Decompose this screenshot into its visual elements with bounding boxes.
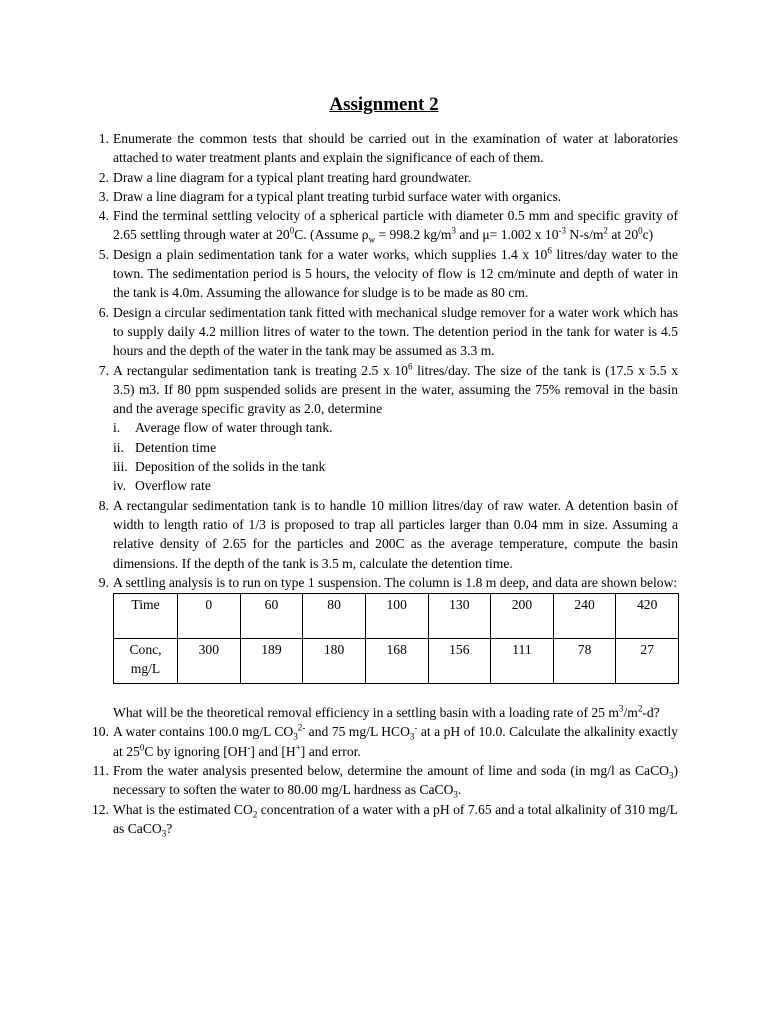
question-text: From the water analysis presented below, determine the amount of lime and soda (in mg/l as CaCO$_3$) necessary to soften the water to 80.00 mg/L hardness as CaCO$_3$. xyxy=(113,763,678,801)
table-cell: Time xyxy=(114,594,178,639)
sub-question: ii. Detention time xyxy=(113,439,217,455)
question-text: What is the estimated $CO_2$ concentration of a water with a pH of 7.65 and a total alkalinity of 310 mg/L as CaCO$_3$? xyxy=(113,801,678,839)
table-cell: 200 xyxy=(491,594,554,639)
question-9 xyxy=(98,573,678,723)
table-cell: 80 xyxy=(303,594,366,639)
question-4 xyxy=(98,206,678,246)
settling-data-table xyxy=(113,593,679,684)
table-row xyxy=(114,594,679,639)
question-number: 2. xyxy=(98,169,109,185)
table-cell: 100 xyxy=(365,594,428,639)
table-cell: 0 xyxy=(178,594,241,639)
table-cell: 111 xyxy=(491,639,554,684)
question-5 xyxy=(98,245,678,303)
table-cell: 420 xyxy=(616,594,679,639)
question-6 xyxy=(98,303,678,361)
table-cell: 130 xyxy=(428,594,491,639)
question-text: Draw a line diagram for a typical plant treating hard groundwater. xyxy=(113,169,472,185)
question-8 xyxy=(98,496,678,573)
question-number: 5. xyxy=(98,246,109,262)
question-text: Draw a line diagram for a typical plant treating turbid surface water with organics. xyxy=(113,188,562,204)
sub-question: iii. Deposition of the solids in the tank xyxy=(113,459,326,475)
table-cell: 189 xyxy=(240,639,303,684)
sub-question: iv. Overflow rate xyxy=(113,478,211,494)
table-cell: 168 xyxy=(365,639,428,684)
table-cell: 60 xyxy=(240,594,303,639)
question-text: A settling analysis is to run on type 1 suspension. The column is 1.8 m deep, and data are shown below: xyxy=(113,574,678,590)
question-2 xyxy=(98,168,678,187)
question-text: A rectangular sedimentation tank is treating 2.5 x $10^6$ litres/day. The size of the tank is (17.5 x 5.5 x 3.5) m3. If 80 ppm suspended solids are present in the water, assuming the 75% removal in the basin and the average specific gravity as 2.0, determine xyxy=(113,361,678,417)
question-number: 1. xyxy=(98,131,109,146)
question-number: 7. xyxy=(98,362,109,378)
question-number: 9. xyxy=(98,574,109,590)
question-number: 10. xyxy=(92,724,109,740)
question-text: Design a circular sedimentation tank fitted with mechanical sludge remover for a water work which has to supply daily 4.2 million litres of water to the town. The detention period in the tank for water is 4.5 hours and the depth of the water in the tank may be assumed as 3.3 m. xyxy=(113,304,678,359)
question-number: 4. xyxy=(98,208,109,224)
sub-question-list xyxy=(113,418,678,495)
table-cell: 180 xyxy=(303,639,366,684)
question-text: Find the terminal settling velocity of a spherical particle with diameter 0.5 mm and specific gravity of 2.65 settling through water at $20^0C$. (Assume $\rho_w = 998.2$ $kg/m^3$ and μ= 1.002 x $10^{-3}$ $N-s/m^2$ at $20^0c$) xyxy=(113,208,678,246)
question-text: Enumerate the common tests that should be carried out in the examination of water at laboratories attached to water treatment plants and explain the significance of each of them. xyxy=(113,131,678,166)
question-text: A water contains 100.0 mg/L $CO_3^{2-}$ and 75 mg/L $HCO_3^-$ at a pH of 10.0. Calculate the alkalinity exactly at $25^0C$ by ignoring [OH-] and [H+] and error. xyxy=(113,722,678,759)
table-cell: 27 xyxy=(616,639,679,684)
question-text: A rectangular sedimentation tank is to handle 10 million litres/day of raw water. A detention basin of width to length ratio of 1/3 is proposed to trap all particles larger than 0.04 mm in size. Assuming a relative density of 2.65 for the particles and 200C as the average temperature, compute the basin dimensions. If the depth of the tank is 3.5 m, calculate the detention time. xyxy=(113,497,678,571)
question-10 xyxy=(92,722,678,761)
table-cell: 78 xyxy=(553,639,616,684)
question-number: 8. xyxy=(98,497,109,513)
question-7 xyxy=(98,361,678,496)
question-number: 3. xyxy=(98,188,109,204)
table-cell: 240 xyxy=(553,594,616,639)
question-number: 6. xyxy=(98,304,109,320)
question-text: Design a plain sedimentation tank for a water works, which supplies 1.4 x $10^6$ litres/day water to the town. The sedimentation period is 5 hours, the velocity of flow is 12 cm/minute and depth of water in the tank is 4.0m. Assuming the allowance for sludge is to be made as 80 cm. xyxy=(113,245,678,301)
page-title: Assignment 2 xyxy=(329,94,439,115)
question-12 xyxy=(92,800,678,839)
table-cell: Conc, mg/L xyxy=(114,639,178,684)
question-number: 11. xyxy=(92,763,109,779)
question-3 xyxy=(98,187,678,206)
table-row xyxy=(114,639,679,684)
question-followup: What will be the theoretical removal efficiency in a settling basin with a loading rate of 25 $m^3/m^2-d$? xyxy=(113,703,660,721)
question-1 xyxy=(98,129,678,168)
table-cell: 300 xyxy=(178,639,241,684)
sub-question: i. Average flow of water through tank. xyxy=(113,420,333,436)
question-number: 12. xyxy=(92,801,109,817)
question-list xyxy=(0,129,768,838)
table-cell: 156 xyxy=(428,639,491,684)
question-11 xyxy=(92,761,678,801)
